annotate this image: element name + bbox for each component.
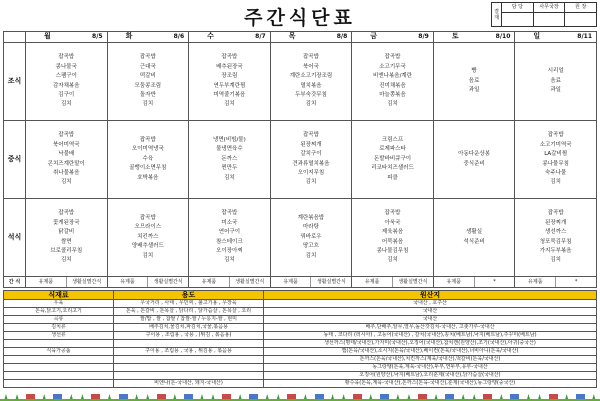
menu-dish: 잡곡밥	[302, 132, 319, 139]
origin-ingredient	[4, 356, 114, 364]
menu-dish: 잡곡밥	[384, 210, 401, 217]
approval-staff: 담 당	[502, 3, 534, 26]
menu-cell	[189, 121, 271, 199]
menu-dish: 냉면(비빔/물)	[213, 136, 246, 143]
weekly-menu-table	[3, 31, 597, 288]
menu-cell	[515, 121, 597, 199]
menu-dish: 시리얼	[547, 68, 564, 75]
origin-row	[4, 340, 597, 348]
origin-country: 국내산	[264, 316, 597, 324]
origin-row	[4, 372, 597, 380]
menu-dish: 빵	[471, 68, 477, 75]
menu-dish: 연두부계란찜	[213, 82, 246, 89]
menu-dish: 아욱국	[384, 219, 401, 226]
snack-item: 유제품	[434, 277, 475, 287]
menu-dish: 찐만두	[221, 165, 238, 172]
menu-dish: 북어국	[302, 63, 319, 70]
menu-dish: 호박볶음	[137, 174, 159, 181]
menu-dish: 돈발바비큐구이	[373, 155, 412, 162]
menu-dish: 김치	[60, 257, 72, 264]
origin-use: 쌀/밥 , 쌀 , 찹쌀 / 찹쌀-쌀 / 누룽지-쌀 , 현미	[114, 316, 264, 324]
menu-cell	[270, 199, 352, 277]
origin-country: 배추,단배추,알무,열무,돌산갓김치-국내산, 고춧가루-국내산	[264, 324, 597, 332]
day-date: 8/8	[336, 33, 348, 41]
menu-dish: 콘치즈계란말이	[47, 160, 85, 167]
origin-ingredient: 식육가공품	[4, 348, 114, 356]
origin-row	[4, 356, 597, 364]
menu-dish: 과일	[550, 87, 561, 94]
menu-dish: 음료	[468, 77, 480, 84]
day-weekday: 화	[125, 32, 133, 41]
snack-item: 생활실별간식	[235, 279, 265, 285]
origin-header-country: 원산지	[264, 291, 597, 300]
menu-dish: 진미채볶음	[379, 82, 406, 89]
origin-use: 우국거리 , 사태 , 우민찌 , 불고기용 , 우장육	[114, 300, 264, 308]
day-weekday: 토	[451, 32, 459, 41]
snack-item: 유제품	[189, 277, 230, 287]
origin-country: 돈까스(돈육/국내산),치킨까스(계육/국내산),떡갈비(돈육/국내산)	[264, 356, 597, 364]
menu-dish: 김치	[387, 257, 398, 264]
snack-cell-inner	[434, 277, 515, 287]
menu-dish: 소고기무국	[379, 63, 406, 70]
menu-dish: 근대국	[139, 63, 156, 70]
origin-row	[4, 380, 597, 388]
day-date: 8/6	[173, 33, 185, 41]
origin-use	[114, 364, 264, 372]
menu-dish: 콩나물무침	[542, 160, 569, 167]
menu-cell	[270, 121, 352, 199]
day-date: 8/9	[418, 33, 429, 41]
origin-country: 햄(돈육/국내산),소시지(돈육/국내산),베이컨(돈육/국내산),너비아니(돈육/국내산)	[264, 348, 597, 356]
origin-ingredient	[4, 380, 114, 388]
snack-cell	[270, 277, 352, 288]
menu-dish: 꽃게된장국	[52, 219, 80, 226]
snack-row	[4, 277, 597, 288]
menu-dish: 계란소고기장조림	[289, 73, 333, 80]
snack-item: *	[493, 279, 496, 285]
menu-dish: 잡곡밥	[139, 54, 156, 61]
menu-dish: 꿔바로우	[300, 233, 322, 240]
menu-dish: 물냉면육수	[216, 146, 243, 153]
menu-dish: 잡곡밥	[547, 132, 564, 139]
menu-dish: 소고기미역국	[539, 141, 572, 148]
menu-dish: LA갈비찜	[544, 151, 568, 158]
day-header	[352, 32, 434, 43]
snack-cell-inner	[189, 277, 270, 287]
menu-dish: 김구이	[58, 91, 75, 98]
snack-cell-inner	[271, 277, 352, 287]
menu-dish: 취나물볶음	[52, 169, 80, 176]
menu-dish: 땅고흐	[302, 243, 319, 250]
origin-ingredient: 우육	[4, 300, 114, 308]
menu-dish: 청포묵김무침	[539, 238, 572, 245]
menu-dish: 중식준비	[463, 160, 485, 167]
menu-dish: 된장찌개	[545, 219, 567, 226]
menu-dish: 음료	[550, 77, 561, 84]
menu-dish: 돈까스	[221, 155, 238, 162]
menu-dish: 계란볶음밥	[297, 214, 325, 221]
menu-dish: 잡곡밥	[139, 136, 156, 143]
page-title: 주간식단표	[244, 7, 356, 29]
menu-dish: 낙불배	[58, 151, 75, 158]
day-weekday: 일	[533, 32, 541, 41]
menu-dish: 잡곡밥	[58, 54, 75, 61]
menu-dish: 제육볶음	[381, 229, 404, 236]
menu-cell	[107, 199, 189, 277]
menu-dish: 잡곡밥	[547, 210, 564, 217]
menu-dish: 석식준비	[463, 238, 485, 245]
day-header	[515, 32, 597, 43]
menu-dish: 피클	[387, 174, 398, 181]
snack-cell	[352, 277, 434, 288]
origin-row	[4, 300, 597, 308]
menu-cell	[352, 43, 434, 121]
origin-row	[4, 324, 597, 332]
corner-cell	[4, 32, 26, 43]
menu-cell	[26, 121, 108, 199]
snack-cell	[515, 277, 597, 288]
menu-dish: 멸치볶음	[300, 82, 322, 89]
menu-dish: 김치	[224, 257, 235, 264]
menu-dish: 잡곡밥	[139, 214, 156, 221]
day-weekday: 목	[288, 32, 296, 41]
origin-country: 동그랑땡(돈육,계육-국내산),두부,연두부,유부-국내산	[264, 364, 597, 372]
menu-dish: 가지두부볶음	[539, 247, 572, 254]
day-weekday: 월	[44, 32, 51, 41]
menu-cell	[515, 199, 597, 277]
menu-dish: 닭갈비	[58, 229, 75, 236]
day-header	[189, 32, 271, 43]
origin-ingredient: 생선류	[4, 332, 114, 340]
origin-row	[4, 332, 597, 340]
snack-cell	[189, 277, 271, 288]
menu-dish: 잡곡밥	[221, 54, 238, 61]
menu-dish: 치킨까스	[137, 233, 159, 240]
menu-dish: 마늘쫑볶음	[379, 91, 406, 98]
menu-dish: 잡곡밥	[221, 210, 238, 217]
menu-cell	[433, 199, 515, 277]
meal-row	[4, 121, 597, 199]
menu-dish: 오이장아찌	[216, 247, 243, 254]
snack-cell-inner	[515, 277, 596, 287]
menu-dish: 김치	[224, 101, 235, 108]
menu-dish: 미소국	[221, 219, 238, 226]
menu-dish: 오이미역냉국	[131, 146, 164, 153]
menu-dish: 된장찌개	[300, 141, 322, 148]
origin-use	[114, 340, 264, 348]
menu-dish: 장조림	[221, 73, 238, 80]
snack-cell	[26, 277, 108, 288]
menu-dish: 숙주나물	[545, 169, 567, 176]
meal-label: 석식	[4, 199, 26, 277]
menu-dish: 콩나물김무침	[376, 247, 409, 254]
day-date: 8/11	[577, 33, 592, 41]
origin-ingredient: 돈육,닭고기,오리고기	[4, 308, 114, 316]
origin-header-row	[4, 291, 597, 300]
menu-dish: 아동다운상봉	[458, 151, 491, 158]
menu-dish: 크림스프	[381, 136, 404, 143]
origin-use: 구이용 , 조림용 , 국용 , 튀김용 , 볶음용	[114, 348, 264, 356]
menu-dish: 오므라이스	[134, 224, 162, 231]
day-header	[270, 32, 352, 43]
day-weekday: 수	[207, 32, 214, 41]
meal-label: 조식	[4, 43, 26, 121]
menu-dish: 어묵볶음	[381, 238, 404, 245]
menu-cell	[515, 43, 597, 121]
menu-dish: 김치	[60, 101, 72, 108]
menu-dish: 떡갈비	[139, 73, 156, 80]
menu-dish: 김치	[305, 179, 317, 186]
snack-item: 유제품	[26, 277, 67, 287]
origin-country: 황수육(돈육,계육-국내산),돈까스(돈육-국내산),훈제(국내산),동그랑땡(중국산)	[264, 380, 597, 388]
day-header	[433, 32, 515, 43]
menu-dish: 김치	[550, 179, 561, 186]
menu-cell	[352, 121, 434, 199]
origin-ingredient	[4, 340, 114, 348]
origin-row	[4, 316, 597, 324]
menu-dish: 쌈면	[60, 238, 72, 245]
origin-country: 오징어(원양산),낙지(베트남),오리훈제(국내산),닭가슴살(국내산)	[264, 372, 597, 380]
menu-dish: 감자채볶음	[52, 82, 80, 89]
menu-dish: 김치	[142, 252, 154, 259]
menu-dish: 모둠콩조림	[134, 82, 162, 89]
menu-dish: 마라탕	[302, 224, 319, 231]
meal-label: 중식	[4, 121, 26, 199]
origin-use: 구이용 , 조림용 , 국용 , (튀김 , 볶음용)	[114, 332, 264, 340]
snack-cell-inner	[352, 277, 433, 287]
menu-cell	[26, 199, 108, 277]
origin-use	[114, 356, 264, 364]
origin-ingredient: 김치류	[4, 324, 114, 332]
menu-dish: 리코타치즈샐러드	[371, 165, 414, 172]
menu-dish: 돌자반	[139, 91, 156, 98]
day-header-row	[4, 32, 597, 43]
meal-row	[4, 199, 597, 277]
menu-cell	[433, 121, 515, 199]
snack-item: *	[574, 279, 578, 285]
origin-country: 국내산	[264, 308, 597, 316]
origin-use: 돈육 , 돈갈비 , 돈목살 , 닭다리 , 닭가슴살 , 돈목살 , 오리	[114, 308, 264, 316]
origin-country: 동태 , 코다리 (러시아) , 고등어(국내산) , 갈치(국내산),꽁치(베트남),낙지(베트남),주꾸미(베트남)	[264, 332, 597, 340]
snack-item: 생활실별간식	[316, 279, 346, 285]
snack-item: 생활실별간식	[72, 279, 102, 285]
menu-dish: 수육	[142, 155, 154, 162]
origin-header-ingredient: 식재료	[4, 291, 114, 300]
menu-dish: 북어미역국	[52, 141, 80, 148]
menu-dish: 생활실	[466, 229, 483, 236]
menu-cell	[189, 199, 271, 277]
approval-director: 원 장	[565, 3, 596, 26]
snack-label: 간 식	[4, 277, 26, 288]
menu-dish: 잡곡밥	[384, 54, 401, 61]
menu-dish: 과일	[468, 87, 480, 94]
snack-item: 유제품	[352, 277, 393, 287]
menu-dish: 김치	[387, 101, 398, 108]
origin-ingredient: 곡류	[4, 316, 114, 324]
menu-cell	[352, 199, 434, 277]
menu-dish: 김치	[142, 101, 154, 108]
menu-dish: 콩나물국	[55, 63, 77, 70]
menu-dish: 잡곡밥	[58, 132, 75, 139]
menu-dish: 브로콜리무침	[50, 247, 83, 254]
origin-use: 배추김치,물김치,파김치,국물,볶음용	[114, 324, 264, 332]
menu-cell	[270, 43, 352, 121]
snack-item: 유제품	[271, 277, 312, 287]
day-header	[26, 32, 108, 43]
menu-dish: 김치	[550, 257, 561, 264]
snack-cell-inner	[108, 277, 189, 287]
day-weekday: 금	[370, 32, 378, 41]
menu-dish: 김치	[60, 179, 72, 186]
approval-box	[491, 2, 597, 27]
origin-use: 비엔나(돈-국내산, 돼지-국내산)	[114, 380, 264, 388]
snack-item: 생활실별간식	[153, 279, 183, 285]
origin-row	[4, 308, 597, 316]
origin-country: 국내산 , 호주산	[264, 300, 597, 308]
origin-row	[4, 364, 597, 372]
origin-country: 생선까스(명태/국내산),가자미(국내산),오징어(국내산),참치캔(원양산),조기(국내산),아귀(중국산)	[264, 340, 597, 348]
menu-dish: 스팸구이	[55, 73, 77, 80]
snack-cell	[433, 277, 515, 288]
menu-dish: 비엔나볶음/계란	[373, 73, 413, 80]
menu-cell	[26, 43, 108, 121]
snack-item: 유제품	[108, 277, 149, 287]
menu-dish: 로제파스타	[379, 146, 406, 153]
menu-cell	[107, 43, 189, 121]
menu-dish: 갈치구이	[300, 151, 322, 158]
origin-use	[114, 372, 264, 380]
menu-dish: 두부숙갓무침	[295, 91, 327, 98]
approval-manager: 사무국장	[534, 3, 566, 26]
snack-cell	[107, 277, 189, 288]
snack-cell-inner	[26, 277, 107, 287]
day-header	[107, 32, 189, 43]
menu-dish: 김치	[305, 101, 317, 108]
menu-dish: 생선까스	[545, 229, 567, 236]
menu-cell	[107, 121, 189, 199]
menu-dish: 김치	[224, 174, 235, 181]
menu-cell	[189, 43, 271, 121]
origin-header-use: 용도	[114, 291, 264, 300]
day-date: 8/5	[92, 33, 103, 41]
menu-dish: 오이지무침	[297, 169, 325, 176]
day-date: 8/7	[255, 33, 266, 41]
menu-cell	[433, 43, 515, 121]
origin-ingredient	[4, 364, 114, 372]
menu-dish: 배추된장국	[216, 63, 243, 70]
menu-dish: 잡곡밥	[58, 210, 75, 217]
meal-row	[4, 43, 597, 121]
day-date: 8/10	[495, 33, 511, 41]
menu-dish: 참스테이크	[216, 238, 243, 245]
menu-dish: 양배추샐러드	[131, 243, 164, 250]
menu-dish: 잡곡밥	[302, 54, 319, 61]
menu-dish: 골뱅이소면무침	[129, 165, 167, 172]
menu-dish: 미역줄기볶음	[213, 91, 246, 98]
menu-dish: 연어구이	[218, 229, 241, 236]
origin-table	[3, 290, 597, 388]
origin-row	[4, 348, 597, 356]
menu-dish: 김치	[305, 252, 317, 259]
snack-item: 생활실별간식	[398, 279, 428, 285]
origin-ingredient	[4, 372, 114, 380]
menu-dish: 견과류멸치볶음	[292, 160, 330, 167]
snack-item: 유제품	[515, 277, 556, 287]
approval-head: 결 재	[492, 3, 502, 26]
